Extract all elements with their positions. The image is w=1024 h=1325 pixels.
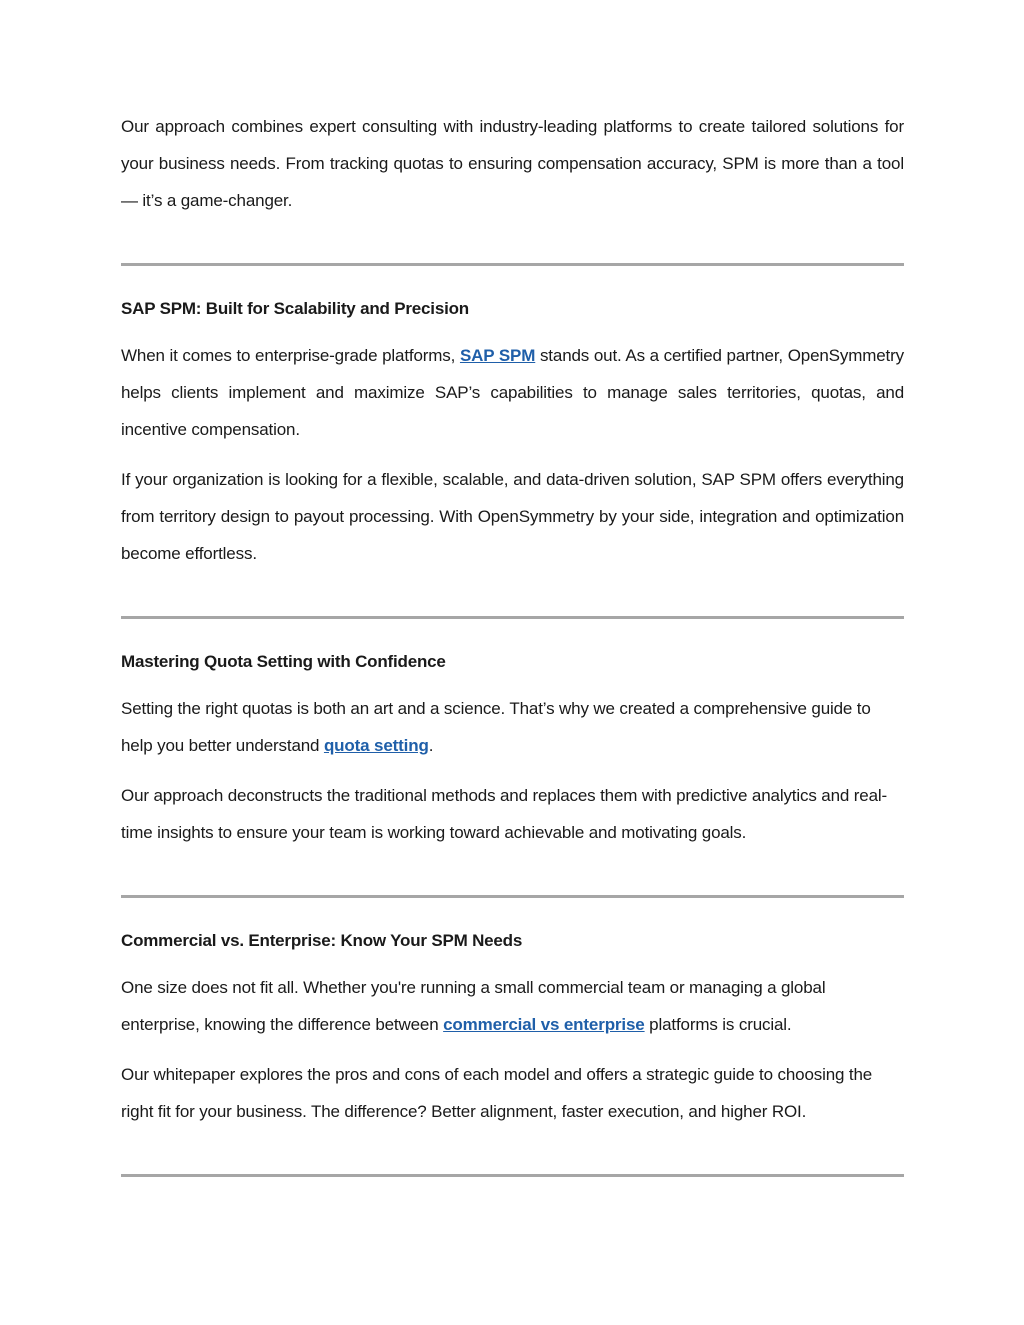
section-paragraph <box>121 337 904 448</box>
section-heading: SAP SPM: Built for Scalability and Precision <box>121 299 469 318</box>
section-paragraph: If your organization is looking for a flexible, scalable, and data-driven solution, SAP SPM offers everything from territory design to payout processing. With OpenSymmetry by your side, integration and optimization become effortless. <box>121 470 904 563</box>
section-divider <box>121 1174 904 1177</box>
paragraph-text: platforms is crucial. <box>644 1015 792 1034</box>
section-heading: Mastering Quota Setting with Confidence <box>121 652 446 671</box>
document-page <box>121 108 904 1177</box>
section-heading: Commercial vs. Enterprise: Know Your SPM Needs <box>121 931 523 950</box>
section-commercial-enterprise <box>121 929 904 1130</box>
paragraph-text: When it comes to enterprise-grade platforms, <box>121 346 460 365</box>
section-paragraph <box>121 690 904 764</box>
section-paragraph: Our whitepaper explores the pros and cons of each model and offers a strategic guide to choosing the right fit for your business. The difference? Better alignment, faster execution, and higher ROI. <box>121 1065 873 1121</box>
paragraph-text: . <box>428 736 434 755</box>
paragraph-text: Setting the right quotas is both an art and a science. That’s why we created a comprehensive guide to help you better understand <box>121 699 871 755</box>
section-divider <box>121 616 904 619</box>
commercial-vs-enterprise-link[interactable]: commercial vs enterprise <box>443 1015 645 1034</box>
sap-spm-link[interactable]: SAP SPM <box>459 346 536 365</box>
paragraph-text: stands out. As a certified partner, OpenSymmetry helps clients implement and maximize SAP’s capabilities to manage sales territories, quotas, and incentive compensation. <box>121 346 904 439</box>
section-paragraph <box>121 969 904 1043</box>
paragraph-text: One size does not fit all. Whether you're running a small commercial team or managing a global enterprise, knowing the difference between <box>121 978 826 1034</box>
intro-paragraph: Our approach combines expert consulting with industry-leading platforms to create tailored solutions for your business needs. From tracking quotas to ensuring compensation accuracy, SPM is more than a tool — it’s a game-changer. <box>121 117 904 210</box>
section-quota-setting <box>121 650 904 851</box>
section-sap-spm <box>121 297 904 572</box>
section-divider <box>121 263 904 266</box>
section-divider <box>121 895 904 898</box>
quota-setting-link[interactable]: quota setting <box>323 736 429 755</box>
section-paragraph: Our approach deconstructs the traditional methods and replaces them with predictive analytics and real-time insights to ensure your team is working toward achievable and motivating goals. <box>121 786 888 842</box>
